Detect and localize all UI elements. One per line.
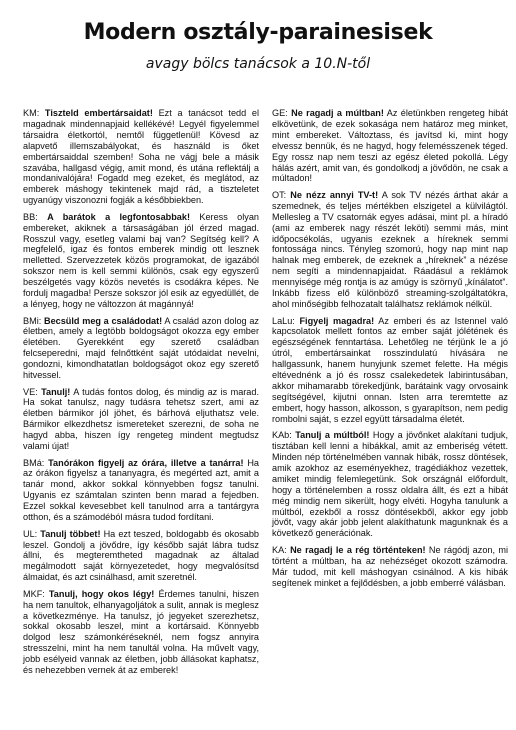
advice-heading: Tanulj, hogy okos légy!: [48, 588, 155, 599]
advice-body: Ne rágódj azon, mi történt a múltban, ha az nehézséget okozott számodra. Már tudod, mit kell máshogyan csinálnod. A kis hibák segítenek minket a fejlődésben, a jobb emberré válásban.: [272, 544, 508, 588]
advice-heading: Figyelj magadra!: [299, 315, 375, 326]
advice-heading: Tiszteld embertársaidat!: [44, 108, 153, 118]
advice-body: Ha ezt teszed, boldogabb és okosabb leszel. Gondolj a jövődre, így később saját lábra tudsz állni, és megteremtheted magadnak az általad megálmodott saját környezetedet, hogy megvalósítsd álmaidat, és azt csinálhasd, amit szeretnél.: [23, 528, 259, 583]
page-subtitle: avagy bölcs tanácsok a 10.N-től: [145, 56, 371, 72]
advice-heading: Tanulj többet!: [40, 528, 101, 539]
advice-heading: Ne ragadj a múltban!: [291, 108, 384, 118]
advice-body: Érdemes tanulni, hiszen ha nem tanultok, elhanyagoljátok a sulit, annak is meglesz a következménye. Ha tanulsz, jó jegyeket szerezhetsz, sokkal okosabb leszel, mint a kortársaid. Könnyebb dolgod lesz számonkéréseknél, nem fogsz annyira stresszelni, mint ha nem tanultál volna. Ha művelt vagy, jobb esélyeid vannak az életben, jobb állásokat kaphatsz, és nehezebben vernek át az emberek!: [23, 588, 259, 676]
advice-body: Az életünkben rengeteg hibát elkövetünk, de ezek sokasága nem határoz meg minket, mint embereket. Változtass, és javítsd ki, mint hogy elvessz bennük, és ne hagyd, hogy felemésszenek téged. Egy rossz nap nem teszi az egész életed pokollá. Légy hálás azért, amit van, és gondolkodj a jövődön, ne csak a múltadon!: [272, 108, 508, 184]
advice-body: Ha az órákon figyelsz a tananyagra, és megérted azt, amit a tanár mond, akkor sokkal könnyebben fogsz tanulni. Ugyanis ez számtalan szinten benn marad a fejedben. Ezzel sokkal kevesebbet kell tanulnod arra a tantárgyra otthon, és a számodéból másra tudod fordítani.: [23, 457, 260, 523]
advice-paragraph: [272, 108, 508, 184]
left-column: [23, 108, 259, 682]
advice-heading: Ne ragadj le a rég történteken!: [290, 544, 426, 555]
page-title: Modern osztály-parainesisek: [83, 20, 433, 45]
author-initials: KM:: [23, 108, 45, 118]
advice-body: Ezt a tanácsot tedd el magadnak mindennapjaid kellékévé! Legyél figyelemmel társaidra életkortól, nemtől függetlenül! Kövesd az alapvető illemszabályokat, és használd is őket embertársaiddal szemben! Soha ne vágj bele a másik szavába, hallgasd végig, amit mond, és utána reflektálj a mondanivalójára! Fogadd meg ezeket, és meglátod, az emberek máshogy tekintenek majd rád, a tiszteletet ugyanúgy viszonozni fogják a későbbiekben.: [23, 108, 259, 206]
author-initials: GE:: [272, 108, 292, 118]
right-column: [272, 108, 508, 594]
advice-body: Az emberi és az Istennel való kapcsolatok mellett fontos az ember saját jólétének és egészségének fenntartása. Lehetőleg ne térjünk le a jó útról, embertársainkat rosszindulatú hívására ne hallgassunk, hanem hunyjunk szemet felette. Ha mégis eltévednénk a jó és rossz csalekedetek labirintusában, akkor mihamarabb törekedjünk, barátaink vagy orvosaink segítségével, kijutni onnan. Isten arra teremtette az embert, hogy hasson, alkosson, s gyarapítson, nem pedig rombolni saját, s ezzel együtt társadalma életét.: [272, 315, 508, 424]
advice-paragraph: [272, 430, 508, 539]
advice-paragraph: [23, 108, 259, 206]
advice-body: Keress olyan embereket, akiknek a társaságában jól érzed magad. Rosszul vagy, esetleg valami baj van? Segítség kell? A megfelelő, igaz és fontos emberek mindig ott lesznek melletted. Szervezzetek közös programokat, de igazából sokszor nem is kell semmi különös, csak egy egyszerű beszélgetés vagy közös nevetés is csodákra képes. Ne fordulj magadba! Persze sokszor jól esik az egyedüllét, de a lényeg, hogy ne változzon át magánnyá!: [23, 211, 259, 309]
author-initials: VE:: [23, 386, 42, 397]
author-initials: KAb:: [272, 430, 296, 441]
advice-paragraph: [23, 316, 259, 381]
advice-heading: Tanórákon figyelj az órára, illetve a tanárra!: [48, 457, 244, 468]
advice-body: A tudás fontos dolog, és mindig az is marad. Ha sokat tanulsz, nagy tudásra tehetsz szert, ami az életben bármikor jól jöhet, és bárhová eljuthatsz vele. Bármikor elkezdhetsz ismereteket szerezni, de soha ne hagyd abba, hiszen így rengeteg mindent megtudsz valami újat!: [23, 386, 259, 452]
advice-heading: A barátok a legfontosabbak!: [47, 211, 190, 222]
author-initials: MKF:: [23, 588, 49, 599]
advice-heading: Ne nézz annyi TV-t!: [290, 189, 379, 200]
author-initials: BB:: [23, 211, 48, 222]
advice-paragraph: [23, 212, 259, 310]
advice-heading: Becsüld meg a családodat!: [43, 315, 163, 326]
author-initials: BMi:: [23, 315, 44, 326]
advice-body: Hogy a jövőnket alakítani tudjuk, tisztában kell lenni a hibákkal, amit az emberiség vétett. Minden nép történelmében vannak hibák, rossz döntések, amik azokhoz az eseményekhez, tragédiákhoz vezettek, amiket mindig felemlegetünk. Sok országnál előfordult, hogy a történelemben a rossz oldalra állt, és ezt a hibát még mindig nem sikerült, hogy elvéti. Hogyha tanulunk a múltból, ezekből a rossz döntésekből, akkor egy jobb jövőt, vagy akár jobb jelent alakíthatunk magunknak és a következő generációnak.: [272, 430, 508, 539]
advice-body: A család azon dolog az életben, amely a legtöbb boldogságot okozza egy ember életében. Gyerekként egy szerető családban felcseperedni, majd felnőttként saját utódaidat nevelni, gondozni, kimondhatatlan boldogságot okoz egy szerető hitvessel.: [23, 315, 259, 381]
author-initials: OT:: [272, 189, 291, 200]
advice-paragraph: [23, 387, 259, 452]
advice-paragraph: [23, 458, 259, 523]
advice-body: A sok TV nézés árthat akár a szemednek, és teljes mértékben elszigetel a külvilágtól. Mellesleg a TV csatornák egyes adásai, mint pl. a híradó (ami az emberek nagy részét leköti) semmi más, mint időpocsékolás, ugyanis ezeknek a híreknek semmi fontossága nincs. Tényleg szomorú, hogy nap mint nap halnak meg emberek, de ezeknek a „híreknek” a nézése nem segíti a mindennapjaidat. Ráadásul a reklámok mennyisége még rontja is az amúgy is szörnyű „kínálatot”. Inkább fizess elő különböző streaming-szolgáltatókra, ahol minőségibb felhozatalt találhatsz reklámok nélkül.: [272, 189, 509, 309]
advice-heading: Tanulj a múltból!: [295, 430, 370, 441]
author-initials: KA:: [272, 544, 291, 555]
advice-paragraph: [272, 190, 508, 310]
author-initials: LaLu:: [272, 315, 300, 326]
advice-heading: Tanulj!: [41, 386, 71, 397]
advice-paragraph: [272, 545, 508, 589]
advice-paragraph: [272, 316, 508, 425]
author-initials: UL:: [23, 528, 41, 539]
advice-paragraph: [23, 589, 259, 676]
author-initials: BMá:: [23, 457, 49, 468]
advice-paragraph: [23, 529, 259, 584]
